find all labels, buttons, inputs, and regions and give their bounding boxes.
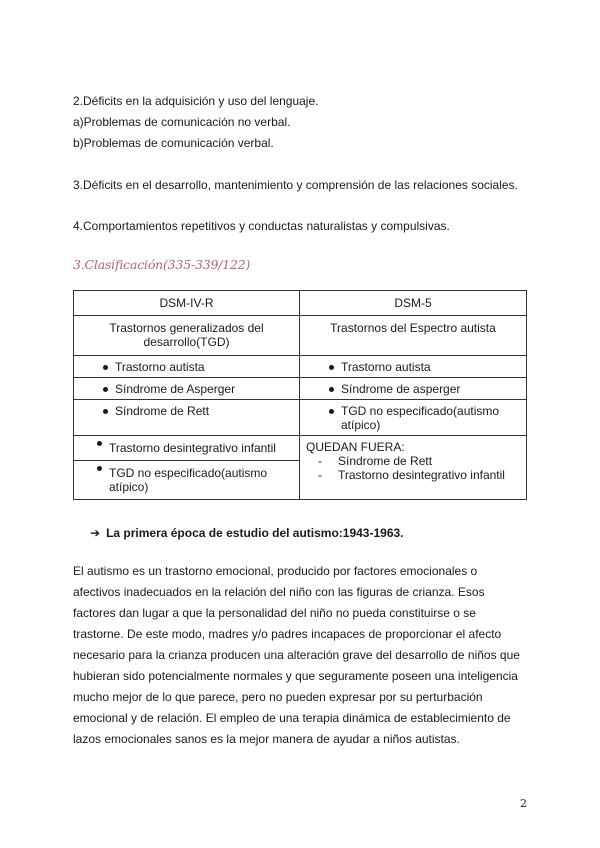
arrow-heading-text: La primera época de estudio del autismo:1943-1963.: [106, 526, 404, 540]
table-row: [74, 378, 527, 400]
table-cell: [300, 356, 527, 378]
table-subheader-row: [74, 316, 527, 356]
page-number: 2: [520, 797, 527, 810]
bullet-icon: [103, 409, 108, 414]
paragraph-line: hubieran sido potencialmente normales y que seguramente poseen una inteligencia: [73, 669, 518, 683]
dash-marker: -: [318, 454, 322, 468]
paragraph-line: emocional y de relación. El empleo de una terapia dinámica de establecimiento de: [73, 711, 511, 725]
paragraph-line: necesario para la crianza producen una alteración grave del desarrollo de niños que: [73, 648, 520, 662]
cell-text: Trastorno desintegrativo infantil: [109, 441, 276, 455]
body-paragraph: [73, 561, 529, 750]
bullet-icon: [329, 387, 334, 392]
table-cell: [74, 378, 300, 400]
paragraph-line: factores dan lugar a que la personalidad del niño no pueda constituirse o se: [73, 606, 476, 620]
subheader-tgd: Trastornos generalizados del desarrollo(TGD): [74, 316, 300, 356]
paragraph-line: mucho mejor de lo que parece, pero no pueden expresar por su perturbación: [73, 690, 483, 704]
paragraph-line: lazos emocionales sanos es la mejor manera de ayudar a niños autistas.: [73, 732, 460, 746]
table-cell: [300, 400, 527, 436]
intro-line: 4.Comportamientos repetitivos y conductas naturalistas y compulsivas.: [73, 219, 450, 233]
header-dsm-5: DSM-5: [300, 291, 527, 316]
table-row: [74, 400, 527, 436]
subheader-tea: Trastornos del Espectro autista: [300, 316, 527, 356]
intro-line: a)Problemas de comunicación no verbal.: [73, 115, 291, 129]
cell-text: TGD no especificado(autismo atípico): [341, 404, 500, 432]
cell-text: Trastorno autista: [115, 360, 205, 374]
bullet-icon: [97, 466, 102, 471]
cell-text: Síndrome de Rett: [115, 404, 210, 418]
table-cell: [74, 436, 300, 500]
classification-table: [73, 290, 527, 500]
bullet-icon: [329, 409, 334, 414]
section-heading: 3.Clasificación(335-339/122): [73, 257, 251, 272]
arrow-right-icon: ➔: [90, 526, 101, 540]
paragraph-line: El autismo es un trastorno emocional, producido por factores emocionales o: [73, 564, 478, 578]
arrow-heading: [90, 526, 404, 540]
table-cell: [300, 378, 527, 400]
cell-text: Trastorno autista: [341, 360, 431, 374]
cell-text: Síndrome de Rett: [338, 454, 433, 468]
cell-text: TGD no especificado(autismo atípico): [109, 466, 268, 494]
intro-line: 3.Déficits en el desarrollo, mantenimiento y comprensión de las relaciones sociales.: [73, 178, 518, 192]
quedan-fuera-title: QUEDAN FUERA:: [306, 440, 405, 454]
intro-line: b)Problemas de comunicación verbal.: [73, 136, 274, 150]
cell-text: Trastorno desintegrativo infantil: [338, 468, 505, 482]
table-header-row: [74, 291, 527, 316]
table-row: [74, 356, 527, 378]
dash-marker: -: [318, 468, 322, 482]
cell-text: Síndrome de Asperger: [115, 382, 236, 396]
table-row: [74, 436, 527, 500]
table-cell: [74, 356, 300, 378]
paragraph-line: trastorne. De este modo, madres y/o padres incapaces de proporcionar el afecto: [73, 627, 502, 641]
bullet-icon: [103, 387, 108, 392]
table-cell: [300, 436, 527, 500]
paragraph-line: afectivos inadecuados en la relación del niño con las figuras de crianza. Esos: [73, 585, 485, 599]
cell-text: Síndrome de asperger: [341, 382, 461, 396]
header-dsm-iv-r: DSM-IV-R: [74, 291, 300, 316]
intro-line: 2.Déficits en la adquisición y uso del lenguaje.: [73, 94, 319, 108]
bullet-icon: [103, 365, 108, 370]
bullet-icon: [329, 365, 334, 370]
table-cell: [74, 400, 300, 436]
bullet-icon: [97, 441, 102, 446]
